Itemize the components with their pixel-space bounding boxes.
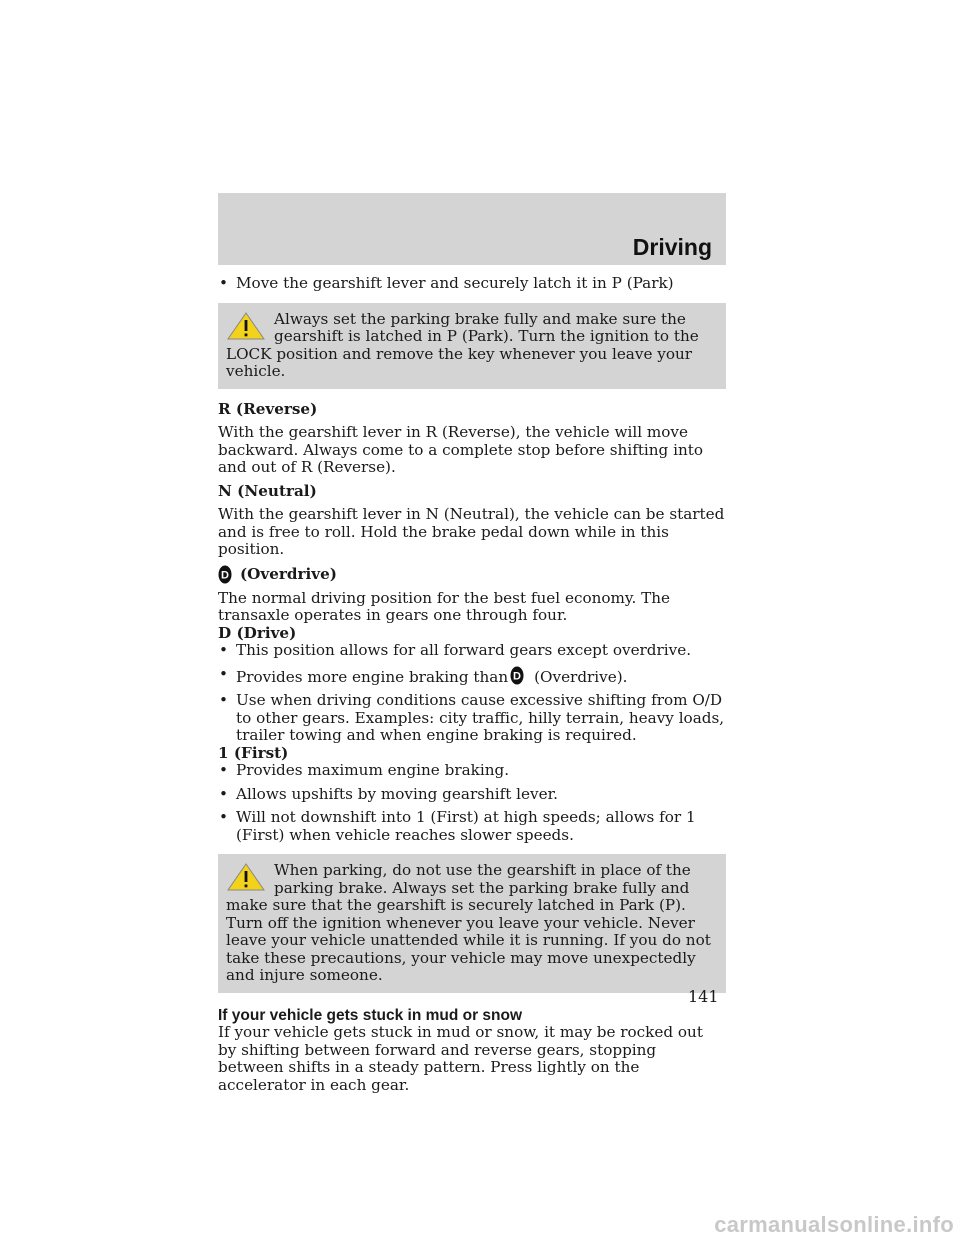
warning-box-park (218, 303, 726, 389)
drive-bullet2-prefix: Provides more engine braking than (236, 667, 509, 686)
warning-box-parking (218, 854, 726, 993)
overdrive-icon (510, 666, 524, 685)
svg-text:D: D (513, 670, 522, 682)
overdrive-text: The normal driving position for the best fuel economy. The transaxle operates in gears one through four. (218, 588, 671, 624)
svg-text:D: D (221, 569, 229, 581)
drive-heading: D (Drive) (218, 623, 297, 642)
header-band (218, 193, 726, 265)
list-item: • Will not downshift into 1 (First) at high speeds; allows for 1 (First) when vehicle reaches slower speeds. (218, 809, 726, 844)
stuck-text: If your vehicle gets stuck in mud or snow, it may be rocked out by shifting between forward and reverse gears, stopping between shifts in a steady pattern. Press lightly on the accelerator in each gear. (218, 1023, 703, 1094)
list-item (218, 666, 726, 687)
warning-text: Always set the parking brake fully and make sure the gearshift is latched in P (Park). Turn the ignition to the LOCK position and remove the key whenever you leave your vehicle. (226, 309, 699, 380)
watermark: carmanualsonline.info (714, 1212, 954, 1237)
drive-bullet2-suffix: (Overdrive). (534, 667, 628, 686)
list-item: • This position allows for all forward gears except overdrive. (218, 642, 726, 660)
page-number: 141 (688, 987, 719, 1006)
overdrive-icon (218, 565, 232, 584)
neutral-text: With the gearshift lever in N (Neutral), the vehicle can be started and is free to roll. Hold the brake pedal down while in this position. (218, 505, 725, 558)
warning-triangle-icon (226, 862, 268, 892)
warning-text: When parking, do not use the gearshift in place of the parking brake. Always set the parking brake fully and make sure that the gearshift is securely latched in Park (P). Turn off the ignition whenever you leave your vehicle. Never leave your vehicle unattended while it is running. If you do not take these precautions, your vehicle may move unexpectedly and injure someone. (226, 861, 711, 984)
page-content (218, 275, 726, 1094)
overdrive-heading-row (218, 565, 726, 584)
list-item: • Allows upshifts by moving gearshift lever. (218, 786, 726, 804)
first-heading: 1 (First) (218, 743, 289, 762)
warning-triangle-icon (226, 311, 268, 341)
list-item: • Use when driving conditions cause excessive shifting from O/D to other gears. Examples: city traffic, hilly terrain, heavy loads, trailer towing and when engine braking is required. (218, 692, 726, 745)
reverse-heading: R (Reverse) (218, 399, 318, 418)
section-title: Driving (632, 234, 712, 260)
list-item: • Move the gearshift lever and securely latch it in P (Park) (218, 275, 726, 293)
list-item: • Provides maximum engine braking. (218, 762, 726, 780)
reverse-text: With the gearshift lever in R (Reverse), the vehicle will move backward. Always come to a complete stop before shifting into and out of R (Reverse). (218, 423, 703, 476)
neutral-heading: N (Neutral) (218, 481, 317, 500)
stuck-heading: If your vehicle gets stuck in mud or snow (218, 1006, 523, 1024)
overdrive-heading: (Overdrive) (240, 565, 337, 583)
